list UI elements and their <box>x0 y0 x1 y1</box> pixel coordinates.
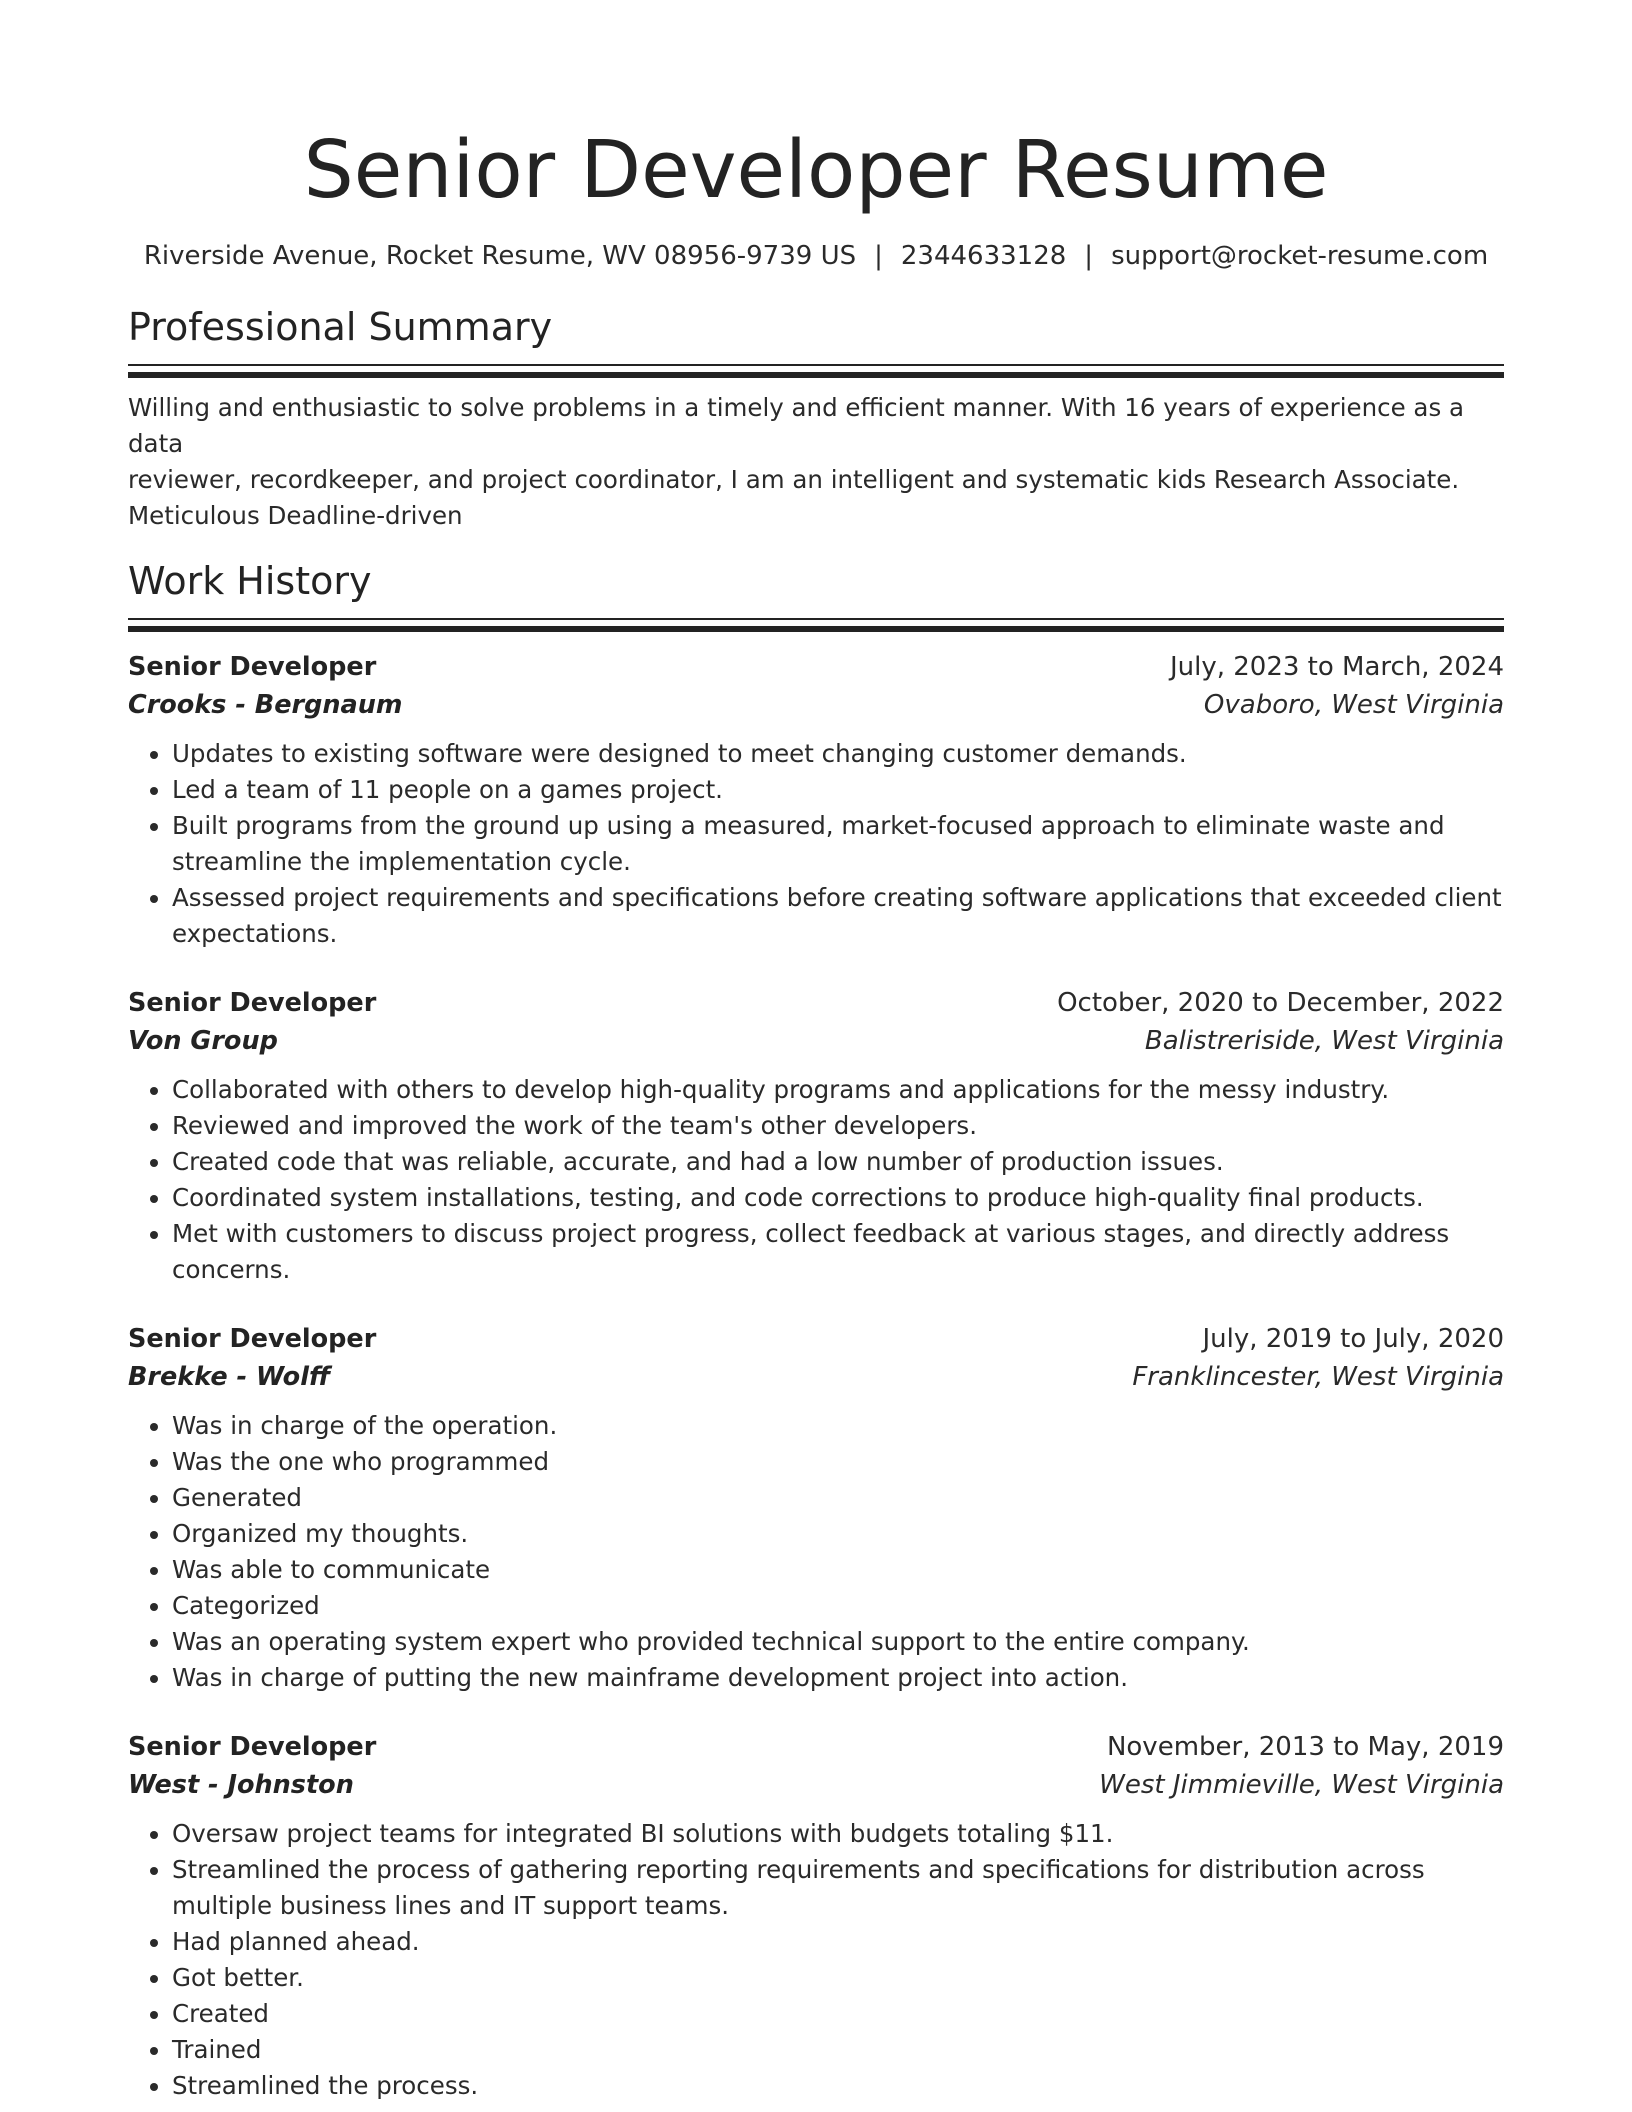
contact-line <box>128 238 1504 274</box>
job-bullet: • Generated <box>172 1480 1504 1516</box>
job-bullet: • Met with customers to discuss project progress, collect feedback at various stages, and directly address concerns. <box>172 1216 1504 1288</box>
job-dates: July, 2023 to March, 2024 <box>1169 652 1504 682</box>
job-bullets <box>128 1408 1504 1696</box>
job-header <box>128 1320 1504 1358</box>
job-bullet: • Reviewed and improved the work of the team's other developers. <box>172 1108 1504 1144</box>
summary-line: Meticulous Deadline-driven <box>128 501 463 530</box>
job-company: West - Johnston <box>128 1770 354 1800</box>
job-location: Balistreriside, West Virginia <box>1144 1026 1504 1056</box>
job-bullets <box>128 1072 1504 1288</box>
job-bullet: • Was in charge of the operation. <box>172 1408 1504 1444</box>
summary-line: reviewer, recordkeeper, and project coordinator, I am an intelligent and systematic kids Research Associate. <box>128 465 1460 494</box>
section-divider <box>128 364 1504 376</box>
job-bullet: • Collaborated with others to develop high-quality programs and applications for the messy industry. <box>172 1072 1504 1108</box>
job-bullet: • Was the one who programmed <box>172 1444 1504 1480</box>
job-bullet: • Streamlined the process. <box>172 2068 1504 2104</box>
job-company: Crooks - Bergnaum <box>128 690 403 720</box>
job-header <box>128 648 1504 686</box>
contact-phone: 2344633128 <box>900 241 1067 271</box>
job-bullet: • Oversaw project teams for integrated BI solutions with budgets totaling $11. <box>172 1816 1504 1852</box>
contact-email: support@rocket-resume.com <box>1111 241 1489 271</box>
job-bullet: • Built programs from the ground up using a measured, market-focused approach to eliminate waste and streamline the implementation cycle. <box>172 808 1504 880</box>
job-dates: July, 2019 to July, 2020 <box>1202 1324 1504 1354</box>
job-bullet: • Was in charge of putting the new mainframe development project into action. <box>172 1660 1504 1696</box>
job-bullets <box>128 736 1504 952</box>
job-entry <box>128 984 1504 1288</box>
job-title: Senior Developer <box>128 1324 377 1354</box>
job-bullet: • Created <box>172 1996 1504 2032</box>
job-entry <box>128 1728 1504 2104</box>
job-location: West Jimmieville, West Virginia <box>1099 1770 1504 1800</box>
section-divider <box>128 618 1504 630</box>
job-title: Senior Developer <box>128 1732 377 1762</box>
work-history-section <box>128 556 1504 2104</box>
job-bullet: • Updates to existing software were designed to meet changing customer demands. <box>172 736 1504 772</box>
contact-separator: | <box>874 241 883 271</box>
contact-separator: | <box>1084 241 1094 271</box>
job-subheader <box>128 1766 1504 1804</box>
job-bullet: • Was an operating system expert who provided technical support to the entire company. <box>172 1624 1504 1660</box>
job-bullet: • Organized my thoughts. <box>172 1516 1504 1552</box>
job-title: Senior Developer <box>128 988 377 1018</box>
job-dates: October, 2020 to December, 2022 <box>1057 988 1504 1018</box>
job-bullets <box>128 1816 1504 2104</box>
job-bullet: • Created code that was reliable, accurate, and had a low number of production issues. <box>172 1144 1504 1180</box>
professional-summary-section <box>128 302 1504 534</box>
section-heading: Work History <box>128 559 372 603</box>
contact-address: Riverside Avenue, Rocket Resume, WV 08956-9739 US <box>143 241 857 271</box>
job-dates: November, 2013 to May, 2019 <box>1106 1732 1504 1762</box>
job-bullet: • Was able to communicate <box>172 1552 1504 1588</box>
job-bullet: • Trained <box>172 2032 1504 2068</box>
resume-title: Senior Developer Resume <box>303 124 1329 216</box>
job-header <box>128 1728 1504 1766</box>
job-bullet: • Assessed project requirements and specifications before creating software applications that exceeded client expectations. <box>172 880 1504 952</box>
job-bullet: • Coordinated system installations, testing, and code corrections to produce high-quality final products. <box>172 1180 1504 1216</box>
summary-line: Willing and enthusiastic to solve problems in a timely and efficient manner. With 16 years of experience as a data <box>128 393 1465 458</box>
job-location: Ovaboro, West Virginia <box>1203 690 1504 720</box>
job-entry <box>128 1320 1504 1696</box>
job-company: Brekke - Wolff <box>128 1362 331 1392</box>
job-entry <box>128 648 1504 952</box>
job-subheader <box>128 686 1504 724</box>
job-bullet: • Categorized <box>172 1588 1504 1624</box>
summary-text <box>128 390 1504 534</box>
job-bullet: • Had planned ahead. <box>172 1924 1504 1960</box>
job-subheader <box>128 1358 1504 1396</box>
job-bullet: • Got better. <box>172 1960 1504 1996</box>
job-location: Franklincester, West Virginia <box>1132 1362 1504 1392</box>
job-title: Senior Developer <box>128 652 377 682</box>
job-bullet: • Led a team of 11 people on a games project. <box>172 772 1504 808</box>
job-bullet: • Streamlined the process of gathering reporting requirements and specifications for distribution across multiple business lines and IT support teams. <box>172 1852 1504 1924</box>
job-company: Von Group <box>128 1026 278 1056</box>
section-heading: Professional Summary <box>128 305 553 349</box>
job-subheader <box>128 1022 1504 1060</box>
job-header <box>128 984 1504 1022</box>
